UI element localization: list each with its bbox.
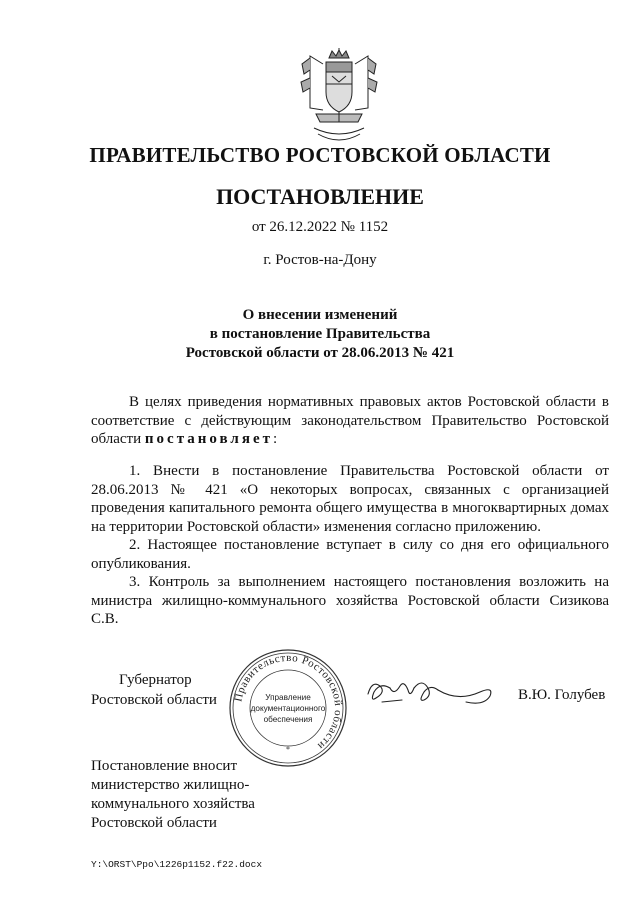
file-path-footer: Y:\ORST\Ppo\1226p1152.f22.docx xyxy=(91,859,263,870)
stamp-inner-line: документационного xyxy=(250,704,326,713)
official-stamp xyxy=(228,648,348,768)
svg-text:*: * xyxy=(286,745,290,754)
submitted-by-line: коммунального хозяйства xyxy=(91,796,255,812)
subject-line: О внесении изменений xyxy=(242,307,398,323)
handwritten-signature xyxy=(362,672,502,712)
subject-line: Ростовской области от 28.06.2013 № 421 xyxy=(185,345,455,361)
resolution-item: 2. Настоящее постановление вступает в силу со дня его официального опубликования. xyxy=(91,537,609,572)
submitted-by-line: Ростовской области xyxy=(91,815,217,831)
subject-line: в постановление Правительства xyxy=(209,326,431,342)
submitted-by-line: Постановление вносит xyxy=(91,758,238,774)
resolution-item: 1. Внести в постановление Правительства Ростовской области от 28.06.2013 № 421 «О некоторых вопросах, связанных с организацией проведения капитального ремонта общего имущества в многоквартирных домах на территории Ростовской области» изменения согласно приложению. xyxy=(91,463,609,535)
signatory-name: В.Ю. Голубев xyxy=(518,687,606,703)
document-type: ПОСТАНОВЛЕНИЕ xyxy=(216,184,424,209)
signatory-title-line: Ростовской области xyxy=(91,692,217,708)
document-city: г. Ростов-на-Дону xyxy=(263,252,377,268)
submitted-by-line: министерство жилищно- xyxy=(91,777,250,793)
preamble-paragraph xyxy=(91,393,609,449)
stamp-inner-line: Управление xyxy=(265,693,311,702)
stamp-inner-line: обеспечения xyxy=(263,715,313,724)
preamble-text: В целях приведения нормативных правовых актов Ростовской области в соответствие с действующим законодательством Правительство Ростовской области xyxy=(91,394,609,447)
organization-name: ПРАВИТЕЛЬСТВО РОСТОВСКОЙ ОБЛАСТИ xyxy=(89,143,551,167)
resolution-items xyxy=(91,462,609,629)
coat-of-arms-emblem xyxy=(296,48,382,148)
stamp-ring-text: Правительство Ростовской области xyxy=(232,651,345,753)
resolves-word: постановляет xyxy=(144,431,273,447)
document-subject xyxy=(0,306,640,363)
signatory-title-line: Губернатор xyxy=(119,672,192,688)
document-date-number: от 26.12.2022 № 1152 xyxy=(251,219,389,235)
preamble-colon: : xyxy=(273,431,278,447)
signatory-title xyxy=(91,670,217,710)
resolution-item: 3. Контроль за выполнением настоящего постановления возложить на министра жилищно-коммунального хозяйства Ростовской области Сизикова С.В. xyxy=(91,574,609,627)
submitted-by-block xyxy=(91,757,255,833)
